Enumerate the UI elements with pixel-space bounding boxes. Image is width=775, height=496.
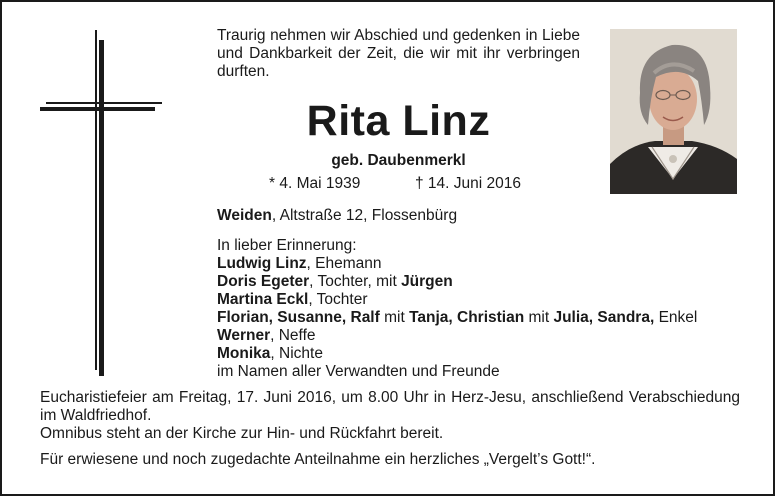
portrait-photo [610, 29, 737, 194]
mourner-name: Florian, Susanne, Ralf [217, 309, 380, 326]
service-info: Eucharistiefeier am Freitag, 17. Juni 2016, um 8.00 Uhr in Herz-Jesu, anschließend Verabschiedung im Waldfriedhof. [40, 389, 740, 424]
mourner-line [217, 327, 697, 345]
mourner-relation: , Tochter [308, 291, 368, 308]
address [217, 207, 457, 225]
bus-info: Omnibus steht an der Kirche zur Hin- und Rückfahrt bereit. [40, 425, 444, 442]
address-city: Weiden [217, 207, 272, 224]
deceased-name: Rita Linz [306, 97, 491, 145]
mourner-name: Tanja, Christian [409, 309, 525, 326]
mourner-relation: , Neffe [270, 327, 316, 344]
mourner-name: Werner [217, 327, 271, 344]
mourner-name: Jürgen [401, 273, 453, 290]
death-date: † 14. Juni 2016 [415, 175, 522, 192]
mourner-relation: mit [524, 309, 554, 326]
mourner-line [217, 345, 697, 363]
footer-notes [40, 389, 740, 469]
thanks-text: Für erwiesene und noch zugedachte Anteilnahme ein herzliches „Vergelt’s Gott!“. [40, 451, 596, 468]
birth-date: * 4. Mai 1939 [269, 175, 361, 192]
mourner-name: Ludwig Linz [217, 255, 307, 272]
address-street: , Altstraße 12, Flossenbürg [271, 207, 458, 224]
mourner-name: Julia, Sandra, [553, 309, 655, 326]
mourners-list [217, 237, 697, 381]
mourner-name: Martina Eckl [217, 291, 309, 308]
mourner-line [217, 363, 697, 381]
intro-text: Traurig nehmen wir Abschied und gedenken in Liebe und Dankbarkeit der Zeit, die wir mit ihr verbringen durften. [217, 27, 580, 80]
birth-name: geb. Daubenmerkl [331, 152, 466, 169]
mourner-line [217, 309, 697, 327]
mourner-name: Doris Egeter [217, 273, 310, 290]
mourner-relation: im Namen aller Verwandten und Freunde [217, 363, 500, 380]
memory-heading: In lieber Erinnerung: [217, 237, 357, 254]
mourner-relation: mit [379, 309, 410, 326]
mourner-line [217, 273, 697, 291]
mourner-relation: , Tochter, mit [309, 273, 402, 290]
mourner-relation: , Nichte [270, 345, 323, 362]
mourner-relation: , Ehemann [306, 255, 382, 272]
mourner-line [217, 255, 697, 273]
mourner-name: Monika [217, 345, 271, 362]
mourner-relation: Enkel [654, 309, 698, 326]
mourner-line [217, 291, 697, 309]
